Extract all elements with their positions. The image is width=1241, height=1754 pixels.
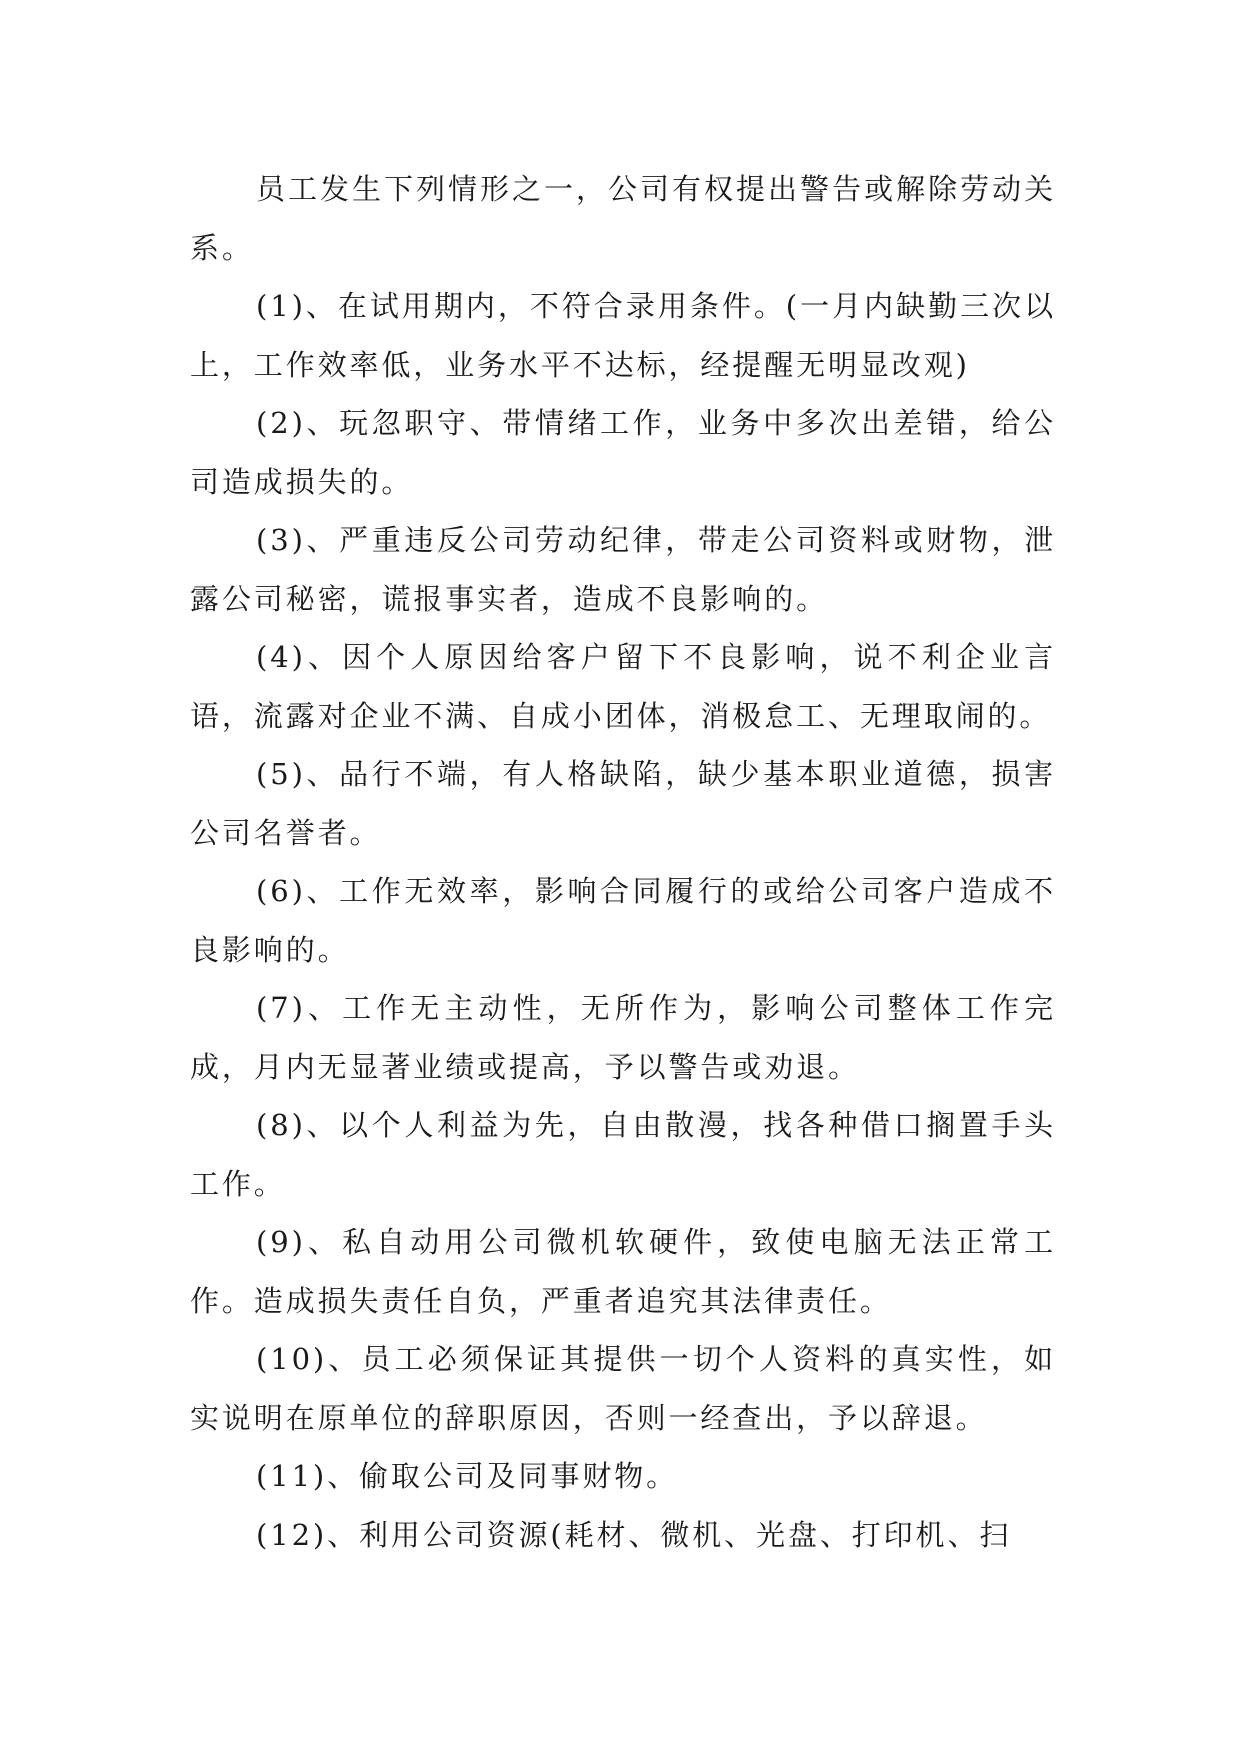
clause-11-paragraph: (11)、偷取公司及同事财物。	[256, 1459, 679, 1493]
intro-paragraph: 员工发生下列情形之一，公司有权提出警告或解除劳动关系。	[190, 172, 1056, 265]
clause-1-paragraph: (1)、在试用期内，不符合录用条件。(一月内缺勤三次以上，工作效率低，业务水平不达标，经提醒无明显改观)	[190, 289, 1056, 382]
clause-4-paragraph: (4)、因个人原因给客户留下不良影响，说不利企业言语，流露对企业不满、自成小团体，消极怠工、无理取闹的。	[190, 640, 1056, 733]
document-body	[190, 160, 1056, 1564]
clause-2-paragraph: (2)、玩忽职守、带情绪工作，业务中多次出差错，给公司造成损失的。	[190, 406, 1056, 499]
clause-9-paragraph: (9)、私自动用公司微机软硬件，致使电脑无法正常工作。造成损失责任自负，严重者追究其法律责任。	[190, 1225, 1056, 1318]
clause-3-paragraph: (3)、严重违反公司劳动纪律，带走公司资料或财物，泄露公司秘密，谎报事实者，造成不良影响的。	[190, 523, 1056, 616]
clause-5-paragraph: (5)、品行不端，有人格缺陷，缺少基本职业道德，损害公司名誉者。	[190, 757, 1056, 850]
clause-6-paragraph: (6)、工作无效率，影响合同履行的或给公司客户造成不良影响的。	[190, 874, 1056, 967]
clause-7-paragraph: (7)、工作无主动性，无所作为，影响公司整体工作完成，月内无显著业绩或提高，予以警告或劝退。	[190, 991, 1056, 1084]
clause-12-paragraph: (12)、利用公司资源(耗材、微机、光盘、打印机、扫	[256, 1517, 1012, 1552]
clause-8-paragraph: (8)、以个人利益为先，自由散漫，找各种借口搁置手头工作。	[190, 1108, 1056, 1201]
clause-10-paragraph: (10)、员工必须保证其提供一切个人资料的真实性，如实说明在原单位的辞职原因，否则一经查出，予以辞退。	[190, 1342, 1056, 1435]
